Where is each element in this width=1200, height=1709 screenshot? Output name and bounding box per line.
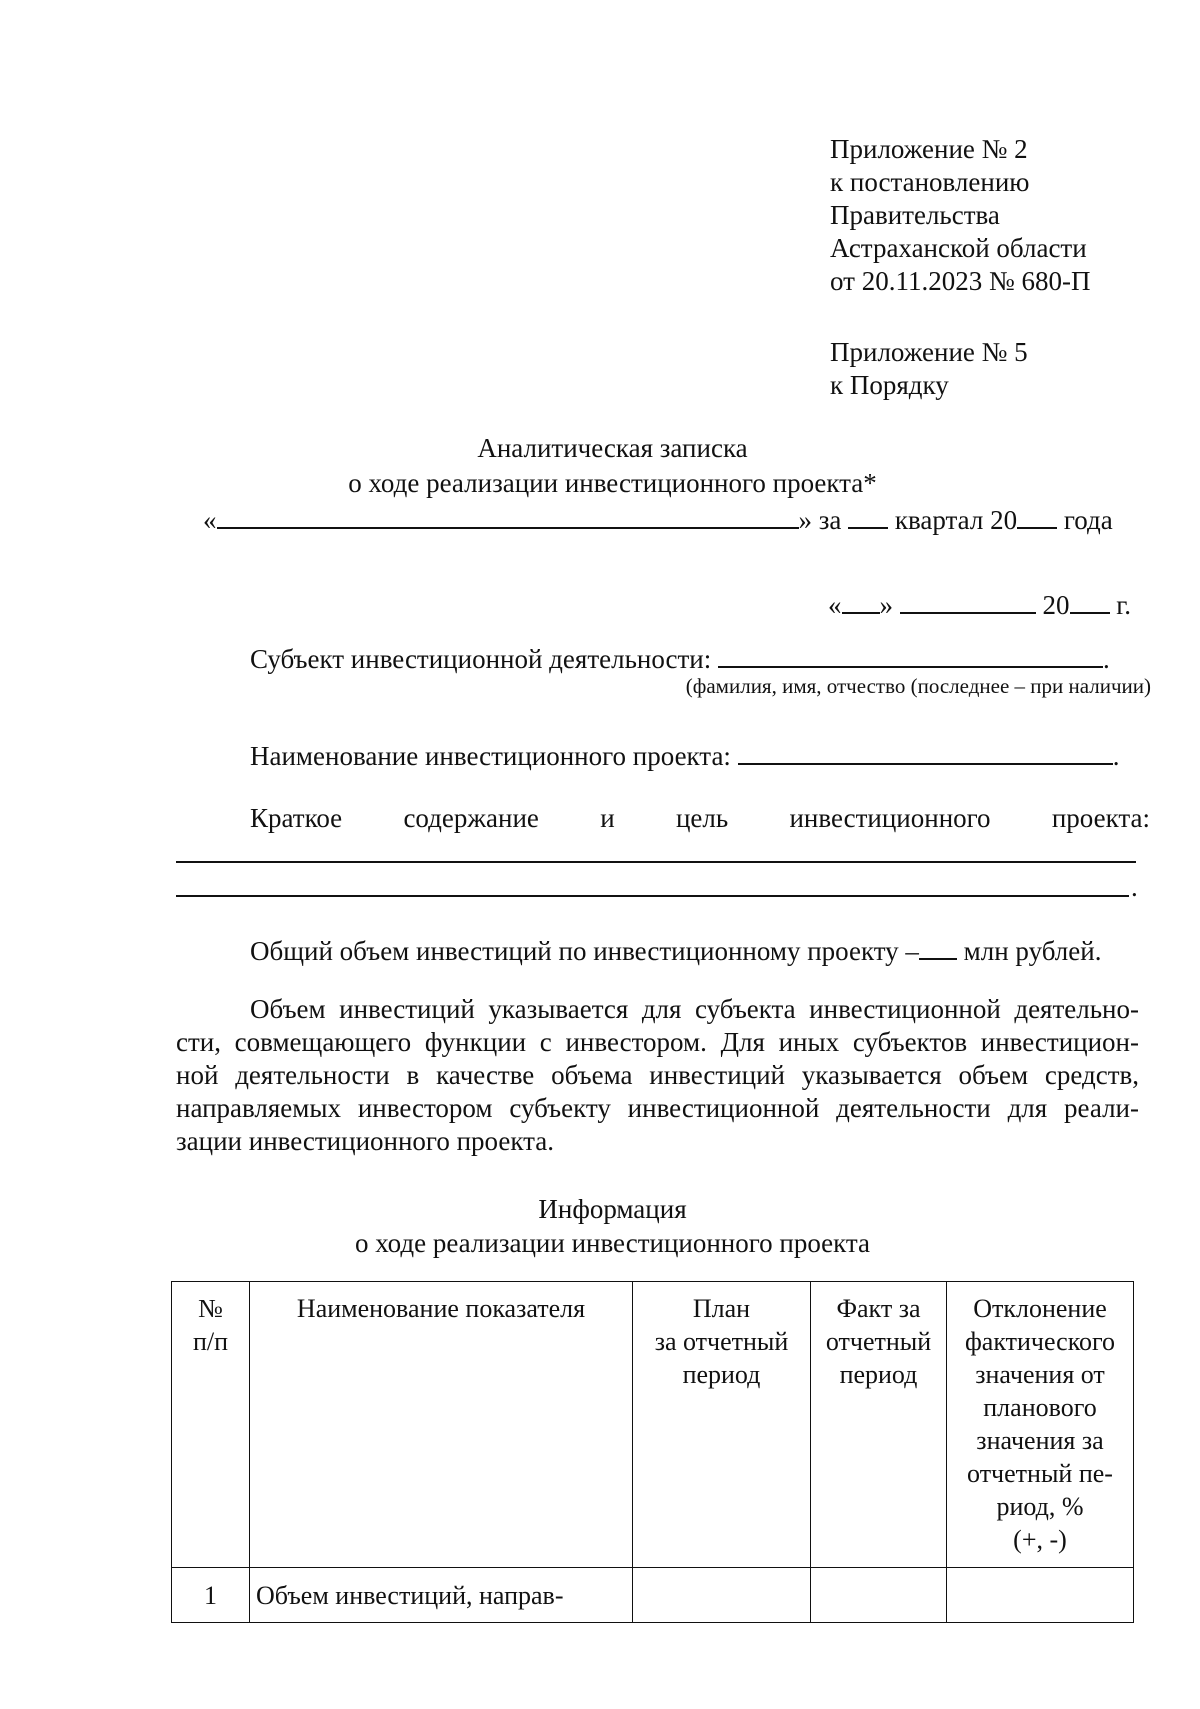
header-text: Наименование показателя <box>296 1294 586 1323</box>
summary-word: содержание <box>403 803 539 833</box>
header-name <box>250 1282 633 1568</box>
attachment-line: к Порядку <box>830 370 949 400</box>
subject-end: . <box>1103 644 1110 674</box>
month-blank <box>900 586 1036 614</box>
total-blank <box>919 932 957 960</box>
info-title: Информация <box>538 1194 687 1224</box>
header-text: значения за <box>976 1426 1104 1455</box>
header-text: (+, -) <box>1013 1525 1067 1554</box>
project-name-end: . <box>1112 741 1120 771</box>
quarter-blank <box>848 501 888 529</box>
header-text: значения от <box>975 1360 1105 1389</box>
summary-word: инвестиционного <box>789 803 991 833</box>
total-suffix: млн рублей. <box>963 936 1102 966</box>
summary-end: . <box>1131 872 1138 902</box>
attachment-line: Правительства <box>830 200 1000 230</box>
cell-plan <box>633 1568 811 1623</box>
attachment-line: Приложение № 5 <box>830 337 1028 367</box>
attachment-line: от 20.11.2023 № 680-П <box>830 266 1091 296</box>
header-text: фактического <box>964 1327 1116 1356</box>
table-row <box>172 1568 1134 1623</box>
day-blank <box>842 586 880 614</box>
paragraph-line: ной деятельности в качестве объема инвестиций указывается объем средств, <box>176 1060 1139 1090</box>
subject-label: Субъект инвестиционной деятельности: <box>250 644 712 674</box>
paragraph-line: направляемых инвестором субъекту инвестиционной деятельности для реали- <box>176 1093 1139 1123</box>
header-text: План <box>692 1294 751 1323</box>
attachment-line: Приложение № 2 <box>830 134 1028 164</box>
paragraph-line: сти, совмещающего функции с инвестором. Для иных субъектов инвестицион- <box>176 1027 1139 1057</box>
header-deviation <box>947 1282 1134 1568</box>
date-year-prefix: 20 <box>1042 590 1070 620</box>
header-text: планового <box>983 1393 1097 1422</box>
header-plan <box>633 1282 811 1568</box>
header-text: Отклонение <box>973 1294 1107 1323</box>
header-num <box>172 1282 250 1568</box>
cell-fact <box>811 1568 947 1623</box>
cell-name: Объем инвестиций, направ- <box>250 1568 633 1623</box>
attachment-block <box>830 133 1090 298</box>
cell-num: 1 <box>172 1568 250 1623</box>
attachment-line: к постановлению <box>830 167 1030 197</box>
project-name-line <box>250 737 1119 773</box>
document-title: Аналитическая записка <box>477 433 748 463</box>
subject-hint: (фамилия, имя, отчество (последнее – при наличии) <box>685 674 1151 698</box>
paragraph-line: зации инвестиционного проекта. <box>176 1126 554 1156</box>
summary-blank-line-1 <box>176 861 1136 863</box>
summary-blank-line-2 <box>176 895 1129 897</box>
project-blank <box>217 501 799 529</box>
summary-word: и <box>600 803 615 833</box>
total-investment-line <box>250 932 1101 968</box>
project-name-label: Наименование инвестиционного проекта: <box>250 741 731 771</box>
title-za: » за <box>798 505 842 535</box>
header-text: период <box>839 1360 918 1389</box>
summary-word: Краткое <box>250 803 343 833</box>
date-quote-open: « <box>828 590 842 620</box>
header-text: отчетный пе- <box>967 1459 1113 1488</box>
document-subtitle: о ходе реализации инвестиционного проекта* <box>348 468 877 498</box>
header-text: риод, % <box>996 1492 1084 1521</box>
header-text: отчетный <box>825 1327 932 1356</box>
date-quote-close: » <box>879 590 893 620</box>
header-text: за отчетный <box>654 1327 789 1356</box>
header-text: Факт за <box>836 1294 921 1323</box>
date-year-blank <box>1070 586 1110 614</box>
info-table <box>171 1281 1134 1623</box>
table-header-row <box>172 1282 1134 1568</box>
header-text: период <box>682 1360 761 1389</box>
header-text: п/п <box>192 1327 229 1356</box>
subject-line <box>250 640 1110 676</box>
summary-word: проекта: <box>1051 803 1150 833</box>
title-year: года <box>1063 505 1113 535</box>
project-name-blank <box>738 737 1113 765</box>
header-fact <box>811 1282 947 1568</box>
investment-paragraph <box>176 993 1139 1158</box>
total-prefix: Общий объем инвестиций по инвестиционному проекту – <box>250 936 919 966</box>
quote-open: « <box>203 505 217 535</box>
summary-word: цель <box>675 803 729 833</box>
paragraph-line: Объем инвестиций указывается для субъекта инвестиционной деятельно- <box>250 994 1139 1024</box>
attachment-block-2 <box>830 336 1028 402</box>
summary-line <box>250 801 1150 835</box>
date-line <box>828 586 1131 622</box>
year-blank <box>1017 501 1057 529</box>
subject-blank <box>718 640 1103 668</box>
title-quarter: квартал 20 <box>894 505 1018 535</box>
title-project-line <box>203 501 1113 537</box>
info-subtitle: о ходе реализации инвестиционного проекта <box>354 1228 871 1258</box>
cell-deviation <box>947 1568 1134 1623</box>
header-text: № <box>198 1294 223 1323</box>
date-suffix: г. <box>1116 590 1132 620</box>
attachment-line: Астраханской области <box>830 233 1087 263</box>
